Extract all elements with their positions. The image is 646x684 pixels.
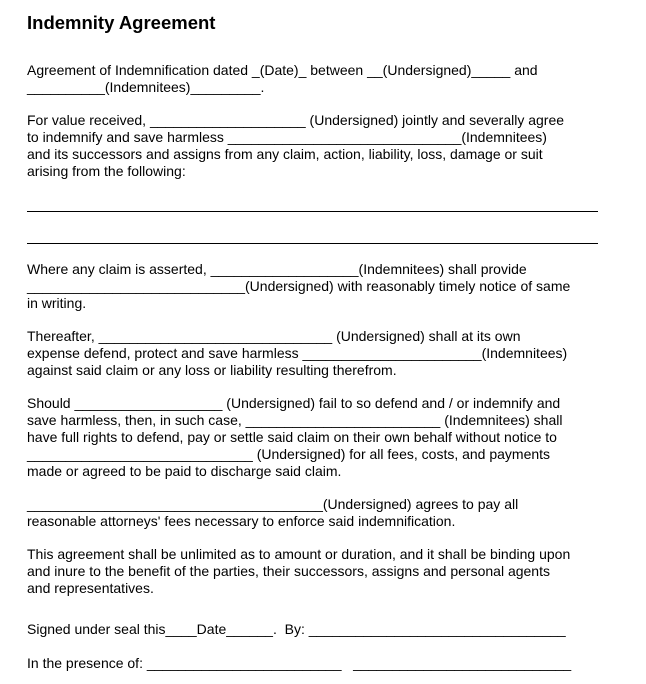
value-received-line-3: and its successors and assigns from any claim, action, liability, loss, damage or suit (27, 146, 543, 162)
value-received-line-1: For value received, ____________________ (Undersigned) jointly and severally agree (27, 112, 565, 128)
unlimited-line-2: and inure to the benefit of the parties, their successors, assigns and personal agents (27, 563, 550, 579)
agreement-intro-line-1: Agreement of Indemnification dated _(Date)_ between __(Undersigned)_____ and (27, 62, 538, 78)
should-line-1: Should ___________________ (Undersigned) fail to so defend and / or indemnify and (27, 395, 561, 411)
claim-asserted-line-2: ____________________________(Undersigned) with reasonably timely notice of same (27, 278, 571, 294)
thereafter-line-3: against said claim or any loss or liability resulting therefrom. (27, 362, 397, 378)
claim-asserted-line-1: Where any claim is asserted, ___________________(Indemnitees) shall provide (27, 261, 527, 277)
unlimited-line-3: and representatives. (27, 580, 154, 596)
signed-under-seal-line: Signed under seal this____Date______. By: _________________________________ (27, 621, 566, 637)
document-title: Indemnity Agreement (27, 12, 216, 33)
blank-fill-line-2 (27, 243, 598, 244)
in-presence-of-line: In the presence of: _________________________ ____________________________ (27, 655, 572, 671)
should-line-2: save harmless, then, in such case, _________________________ (Indemnitees) shall (27, 412, 563, 428)
should-line-4: _____________________________ (Undersigned) for all fees, costs, and payments (27, 446, 551, 462)
attorneys-fees-line-1: ______________________________________(Undersigned) agrees to pay all (27, 496, 519, 512)
thereafter-line-1: Thereafter, ______________________________ (Undersigned) shall at its own (27, 328, 521, 344)
thereafter-line-2: expense defend, protect and save harmless _______________________(Indemnitees) (27, 345, 568, 361)
claim-asserted-line-3: in writing. (27, 295, 87, 311)
should-line-3: have full rights to defend, pay or settle said claim on their own behalf without notice to (27, 429, 557, 445)
value-received-line-2: to indemnify and save harmless ______________________________(Indemnitees) (27, 129, 547, 145)
blank-fill-line-1 (27, 211, 598, 212)
agreement-intro-line-2: __________(Indemnitees)_________. (27, 79, 265, 95)
value-received-line-4: arising from the following: (27, 163, 186, 179)
should-line-5: made or agreed to be paid to discharge said claim. (27, 463, 342, 479)
attorneys-fees-line-2: reasonable attorneys' fees necessary to enforce said indemnification. (27, 513, 456, 529)
unlimited-line-1: This agreement shall be unlimited as to amount or duration, and it shall be binding upon (27, 546, 571, 562)
